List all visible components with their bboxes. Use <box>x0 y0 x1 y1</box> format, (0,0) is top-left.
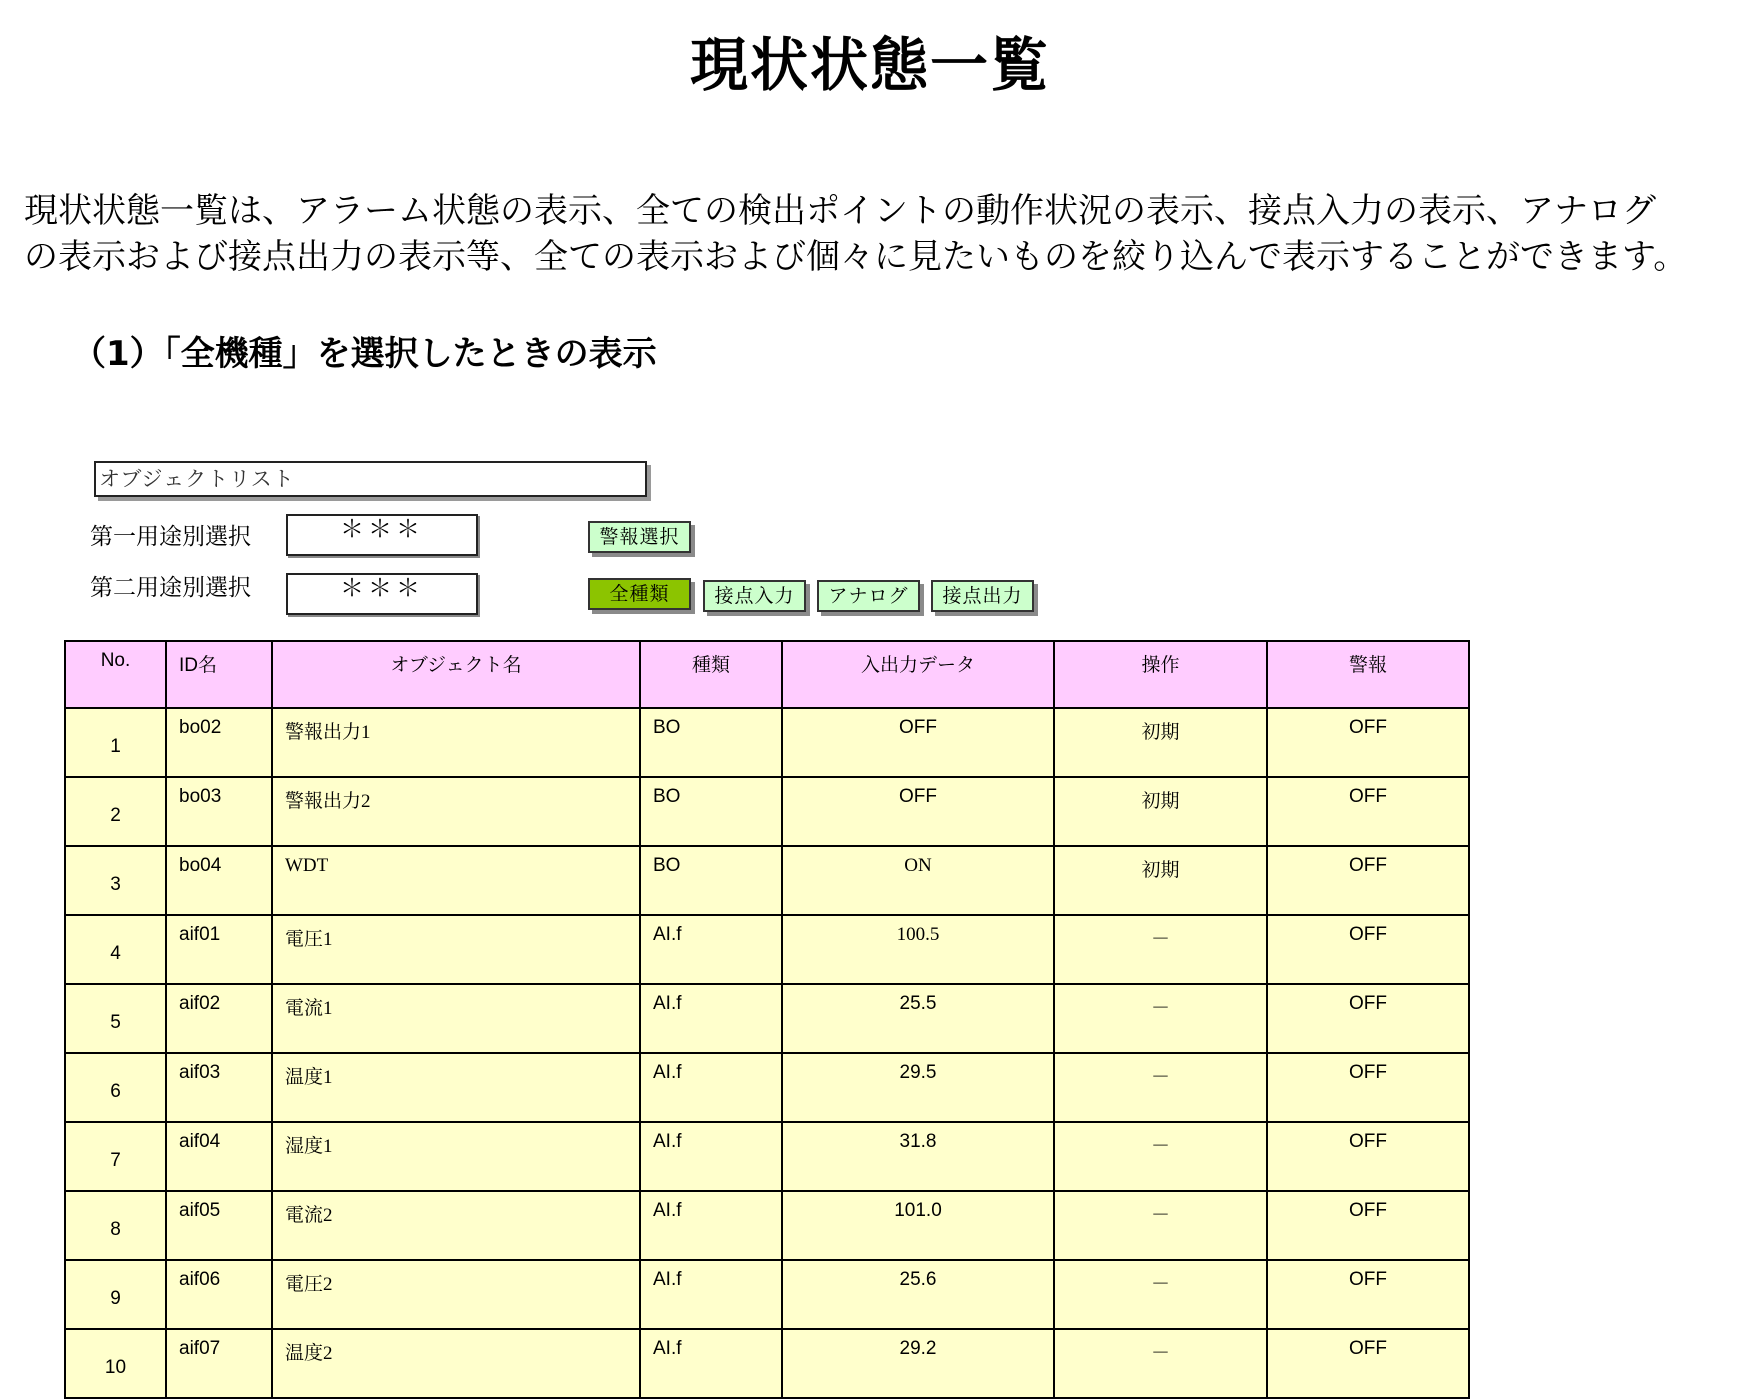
cell-type: BO <box>640 846 782 915</box>
table-row[interactable] <box>65 1329 1469 1398</box>
cell-object-name: 警報出力2 <box>272 777 640 846</box>
intro-line-1: 現状状態一覧は、アラーム状態の表示、全ての検出ポイントの動作状況の表示、接点入力の表示、アナログ <box>24 191 1656 231</box>
cell-id: bo04 <box>166 846 272 915</box>
cell-alarm: OFF <box>1267 1260 1469 1329</box>
table-row[interactable] <box>65 777 1469 846</box>
cell-no: 6 <box>65 1053 166 1122</box>
section-heading: （1）「全機種」を選択したときの表示 <box>72 334 657 374</box>
cell-io-data: OFF <box>782 777 1054 846</box>
cell-io-data: 100.5 <box>782 915 1054 984</box>
cell-type: BO <box>640 777 782 846</box>
column-header-type: 種類 <box>640 641 782 708</box>
column-header-io-data: 入出力データ <box>782 641 1054 708</box>
cell-operation: － <box>1054 1122 1267 1191</box>
column-header-alarm: 警報 <box>1267 641 1469 708</box>
cell-object-name: 湿度1 <box>272 1122 640 1191</box>
cell-no: 10 <box>65 1329 166 1398</box>
table-row[interactable] <box>65 708 1469 777</box>
second-filter-select[interactable]: ＊＊＊ <box>286 573 478 615</box>
cell-id: aif01 <box>166 915 272 984</box>
cell-id: aif06 <box>166 1260 272 1329</box>
table-row[interactable] <box>65 915 1469 984</box>
cell-no: 5 <box>65 984 166 1053</box>
cell-id: bo03 <box>166 777 272 846</box>
cell-object-name: 温度1 <box>272 1053 640 1122</box>
cell-object-name: WDT <box>272 846 640 915</box>
cell-type: AI.f <box>640 1191 782 1260</box>
cell-object-name: 電圧1 <box>272 915 640 984</box>
cell-type: AI.f <box>640 915 782 984</box>
cell-alarm: OFF <box>1267 1122 1469 1191</box>
second-filter-label: 第二用途別選択 <box>90 575 251 601</box>
cell-id: bo02 <box>166 708 272 777</box>
first-filter-label: 第一用途別選択 <box>90 524 251 550</box>
cell-operation: － <box>1054 984 1267 1053</box>
cell-id: aif03 <box>166 1053 272 1122</box>
first-filter-select[interactable]: ＊＊＊ <box>286 514 478 556</box>
table-row[interactable] <box>65 1053 1469 1122</box>
table-row[interactable] <box>65 846 1469 915</box>
alarm-select-button[interactable]: 警報選択 <box>588 521 691 553</box>
cell-io-data: 101.0 <box>782 1191 1054 1260</box>
cell-io-data: 29.2 <box>782 1329 1054 1398</box>
analog-button[interactable]: アナログ <box>817 580 920 612</box>
cell-alarm: OFF <box>1267 915 1469 984</box>
cell-io-data: 29.5 <box>782 1053 1054 1122</box>
cell-io-data: 31.8 <box>782 1122 1054 1191</box>
table-row[interactable] <box>65 1260 1469 1329</box>
cell-no: 4 <box>65 915 166 984</box>
cell-type: AI.f <box>640 1260 782 1329</box>
cell-no: 1 <box>65 708 166 777</box>
cell-alarm: OFF <box>1267 1191 1469 1260</box>
cell-alarm: OFF <box>1267 846 1469 915</box>
cell-alarm: OFF <box>1267 777 1469 846</box>
cell-io-data: OFF <box>782 708 1054 777</box>
cell-io-data: 25.6 <box>782 1260 1054 1329</box>
column-header-operation: 操作 <box>1054 641 1267 708</box>
contact-output-button[interactable]: 接点出力 <box>931 580 1034 612</box>
cell-operation: － <box>1054 915 1267 984</box>
cell-operation: － <box>1054 1260 1267 1329</box>
cell-type: AI.f <box>640 1053 782 1122</box>
cell-object-name: 警報出力1 <box>272 708 640 777</box>
cell-operation: － <box>1054 1329 1267 1398</box>
object-list-field[interactable]: オブジェクトリスト <box>94 461 647 497</box>
cell-operation: － <box>1054 1191 1267 1260</box>
table-row[interactable] <box>65 1122 1469 1191</box>
cell-alarm: OFF <box>1267 984 1469 1053</box>
cell-no: 2 <box>65 777 166 846</box>
cell-alarm: OFF <box>1267 708 1469 777</box>
cell-no: 7 <box>65 1122 166 1191</box>
column-header-id: ID名 <box>166 641 272 708</box>
page-title: 現状状態一覧 <box>689 31 1050 99</box>
cell-id: aif02 <box>166 984 272 1053</box>
cell-io-data: 25.5 <box>782 984 1054 1053</box>
cell-type: AI.f <box>640 1329 782 1398</box>
cell-operation: 初期 <box>1054 777 1267 846</box>
cell-alarm: OFF <box>1267 1329 1469 1398</box>
column-header-no: No. <box>65 641 166 708</box>
intro-line-2: の表示および接点出力の表示等、全ての表示および個々に見たいものを絞り込んで表示することができます。 <box>24 237 1688 277</box>
table-row[interactable] <box>65 984 1469 1053</box>
cell-id: aif05 <box>166 1191 272 1260</box>
table-row[interactable] <box>65 1191 1469 1260</box>
cell-type: BO <box>640 708 782 777</box>
cell-object-name: 温度2 <box>272 1329 640 1398</box>
cell-no: 3 <box>65 846 166 915</box>
cell-operation: － <box>1054 1053 1267 1122</box>
cell-io-data: ON <box>782 846 1054 915</box>
cell-type: AI.f <box>640 984 782 1053</box>
cell-no: 9 <box>65 1260 166 1329</box>
cell-operation: 初期 <box>1054 708 1267 777</box>
cell-operation: 初期 <box>1054 846 1267 915</box>
column-header-object-name: オブジェクト名 <box>272 641 640 708</box>
cell-object-name: 電流1 <box>272 984 640 1053</box>
cell-alarm: OFF <box>1267 1053 1469 1122</box>
contact-input-button[interactable]: 接点入力 <box>703 580 806 612</box>
object-status-table <box>64 640 1470 1399</box>
cell-id: aif04 <box>166 1122 272 1191</box>
all-types-button[interactable]: 全種類 <box>588 578 691 610</box>
table-header-row <box>65 641 1469 708</box>
cell-object-name: 電圧2 <box>272 1260 640 1329</box>
cell-object-name: 電流2 <box>272 1191 640 1260</box>
cell-no: 8 <box>65 1191 166 1260</box>
cell-type: AI.f <box>640 1122 782 1191</box>
intro-paragraph <box>24 188 1764 280</box>
cell-id: aif07 <box>166 1329 272 1398</box>
